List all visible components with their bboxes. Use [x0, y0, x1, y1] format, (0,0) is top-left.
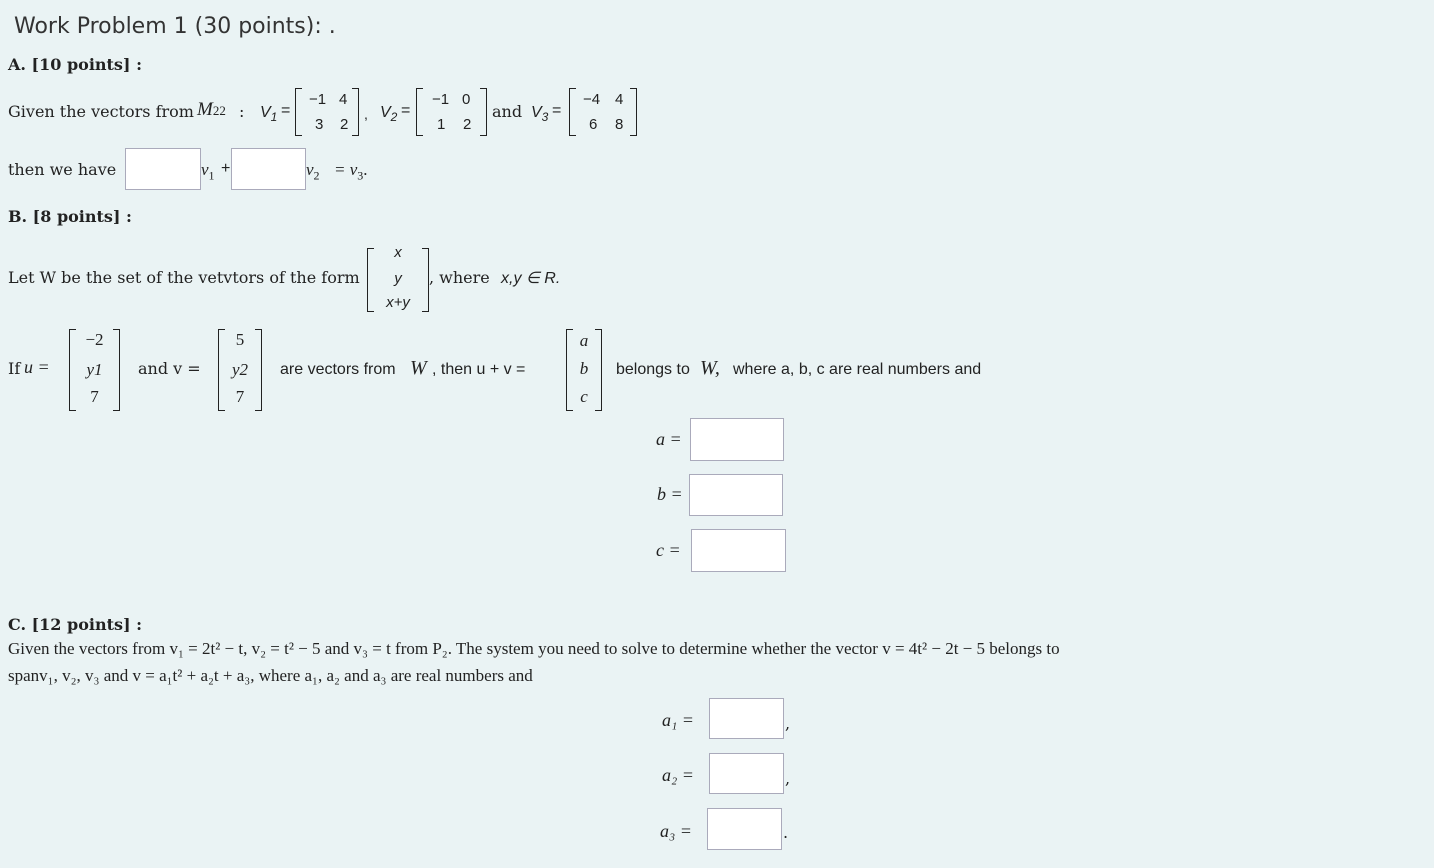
- u-cell: 7: [90, 387, 99, 406]
- w-symbol: W: [410, 357, 427, 379]
- v3-cell: −4: [583, 91, 601, 108]
- a2-input[interactable]: [709, 753, 784, 794]
- period: .: [783, 823, 789, 842]
- v2-term: $v_2$: [306, 160, 320, 183]
- coefficient-1-input[interactable]: [125, 148, 201, 190]
- let-text: Let W be the set of the vetvtors of the form: [8, 268, 360, 287]
- colon: :: [239, 102, 245, 121]
- v-cell: 5: [235, 330, 245, 349]
- v-cell: y2: [231, 360, 249, 379]
- page-title: Work Problem 1 (30 points): .: [14, 14, 336, 39]
- a-label: a =: [656, 429, 682, 449]
- v2-cell: 0: [462, 91, 471, 108]
- space-symbol: M22: [197, 99, 226, 120]
- sum-cell: c: [580, 387, 588, 406]
- c-input[interactable]: [691, 529, 786, 572]
- v2-matrix: [416, 88, 487, 136]
- part-c-line2: spanv₁, v₂, v₃ and v = a₁t² + a₂t + a₃, where a₁, a₂ and a₃ are real numbers and: [8, 666, 533, 685]
- v1-cell: 4: [339, 91, 348, 108]
- v2-cell: 1: [437, 116, 446, 133]
- v3-cell: 8: [615, 116, 624, 133]
- v2-cell: −1: [432, 91, 450, 108]
- v2-cell: 2: [463, 116, 472, 133]
- v1-equals: =: [281, 102, 291, 119]
- v3-cell: 6: [589, 116, 598, 133]
- v3-equals: =: [552, 102, 562, 119]
- a-input[interactable]: [690, 418, 784, 461]
- u-cell: y1: [86, 360, 103, 379]
- v2-label: $V_2$: [380, 104, 398, 125]
- v3-cell: 4: [615, 91, 624, 108]
- equals-v3: = $v_3$.: [334, 160, 368, 183]
- a3-input[interactable]: [707, 808, 782, 850]
- v1-cell: 2: [340, 116, 349, 133]
- sum-cell: a: [579, 331, 589, 350]
- v1-label: $V_1$: [260, 104, 278, 125]
- u-cell: −2: [85, 330, 104, 349]
- plus-sign: +: [221, 160, 231, 177]
- belongs-text: belongs to: [616, 361, 690, 378]
- a1-input[interactable]: [709, 698, 784, 739]
- c-label: c =: [656, 540, 681, 560]
- and-v-text: and v =: [138, 359, 201, 378]
- where-vars: x,y ∈ R.: [501, 270, 561, 287]
- v-cell: 7: [235, 387, 245, 406]
- comma: ,: [785, 769, 791, 788]
- v1-matrix: [295, 88, 359, 136]
- part-b-heading: B. [8 points] :: [8, 207, 132, 226]
- v3-label: $V_3$: [531, 104, 549, 125]
- sum-cell: b: [579, 359, 589, 378]
- where-text: , where: [429, 268, 490, 287]
- b-label: b =: [657, 484, 683, 504]
- form-cell: y: [394, 270, 402, 287]
- b-input[interactable]: [689, 474, 783, 516]
- are-vectors-text: are vectors from: [280, 361, 396, 378]
- form-cell: x: [394, 244, 402, 261]
- u-equals: u =: [24, 357, 50, 377]
- w-symbol-2: W,: [700, 357, 720, 379]
- v1-term: $v_1$: [201, 160, 215, 183]
- v1-cell: −1: [309, 91, 327, 108]
- given-prefix: Given the vectors from: [8, 102, 194, 121]
- u-vector: [69, 329, 120, 411]
- then-text: then we have: [8, 160, 117, 179]
- coefficient-2-input[interactable]: [231, 148, 306, 190]
- where-real-text: where a, b, c are real numbers and: [733, 361, 982, 378]
- then-sum-text: , then u + v =: [432, 361, 526, 378]
- v-vector: [218, 329, 262, 411]
- sum-vector: [566, 329, 602, 411]
- comma: ,: [785, 714, 791, 733]
- part-a-heading: A. [10 points] :: [8, 55, 142, 74]
- if-text: If: [8, 359, 21, 378]
- part-c-line1: Given the vectors from v₁ = 2t² − t, v₂ = t² − 5 and v₃ = t from P₂. The system you need to solve to determine whether the vector v = 4t² − 2t − 5 belongs to: [8, 639, 1060, 658]
- a3-label: a₃ =: [660, 821, 692, 841]
- v2-equals: =: [401, 102, 411, 119]
- and-text: and: [492, 102, 523, 121]
- form-vector: [367, 244, 429, 312]
- v3-matrix: [569, 88, 637, 136]
- v1-cell: 3: [315, 116, 324, 133]
- a1-label: a₁ =: [662, 710, 694, 730]
- a2-label: a₂ =: [662, 765, 694, 785]
- part-c-heading: C. [12 points] :: [8, 615, 143, 634]
- form-cell: x+y: [386, 294, 410, 311]
